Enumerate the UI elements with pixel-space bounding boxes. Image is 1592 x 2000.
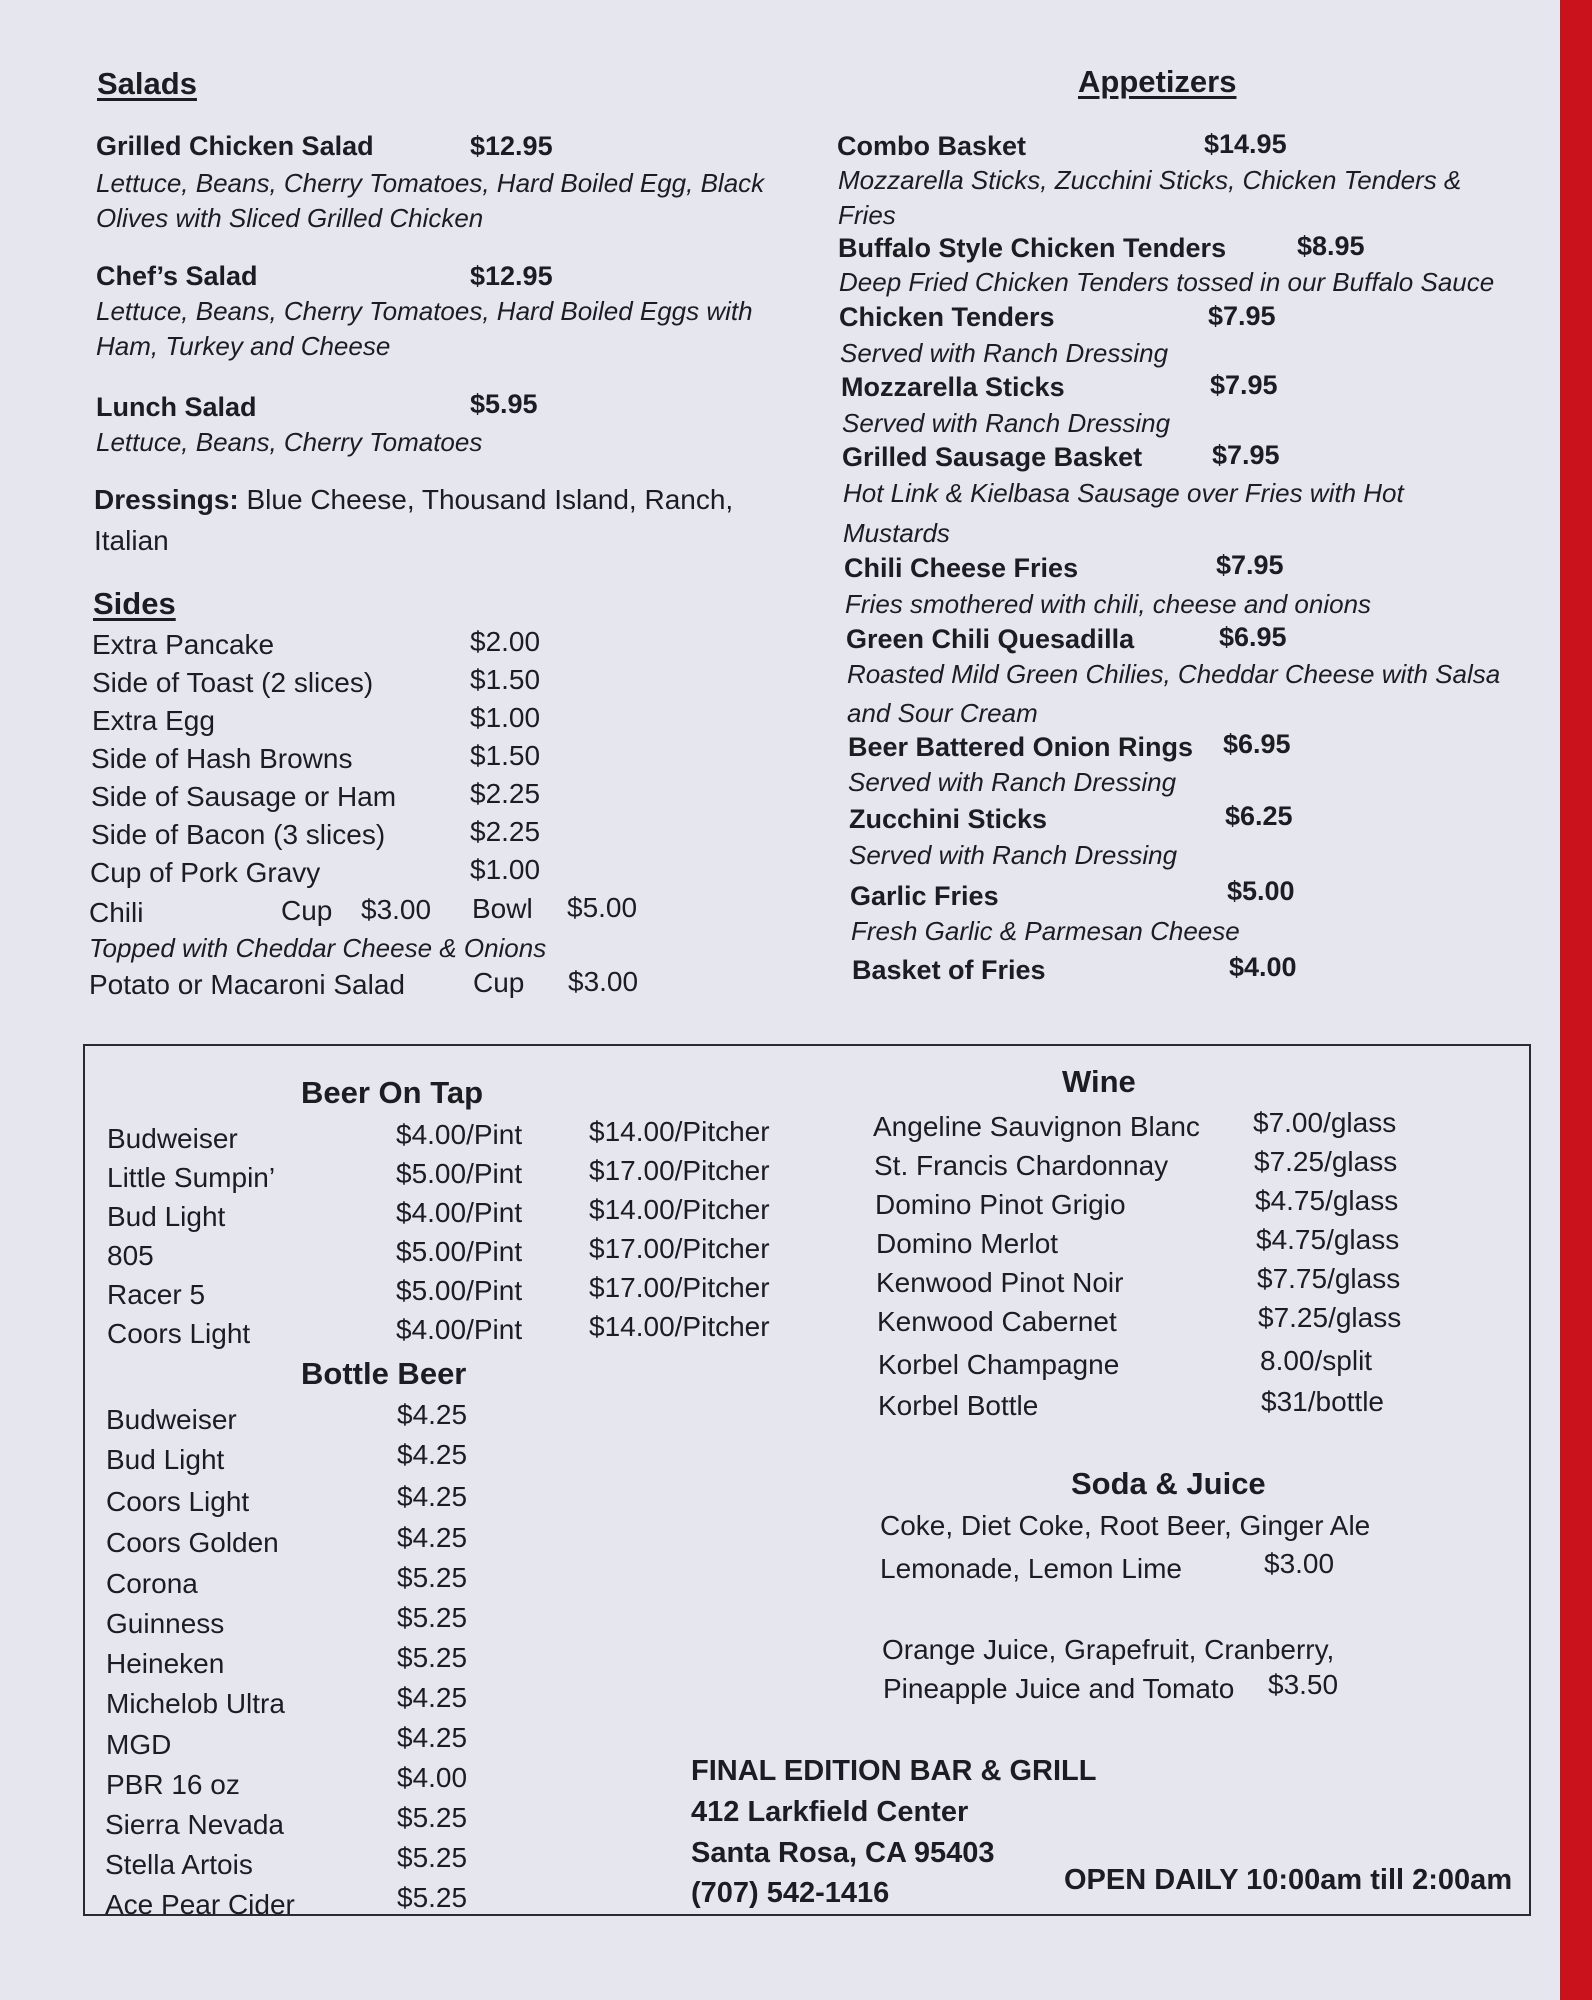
item-price: $7.95 bbox=[1210, 370, 1278, 400]
side-name: Side of Toast (2 slices) bbox=[92, 667, 374, 698]
tap-beer-pitcher: $17.00/Pitcher bbox=[589, 1155, 770, 1186]
item-description: Olives with Sliced Grilled Chicken bbox=[96, 203, 484, 233]
side-price: $2.00 bbox=[470, 626, 541, 657]
tap-beer-pint: $5.00/Pint bbox=[396, 1275, 523, 1306]
dressings-line bbox=[94, 484, 733, 516]
item-description: Mozzarella Sticks, Zucchini Sticks, Chicken Tenders & bbox=[838, 165, 1462, 195]
side-name: Side of Bacon (3 slices) bbox=[91, 819, 386, 850]
dressings-line-2: Italian bbox=[94, 525, 169, 556]
potato-cup-label: Cup bbox=[473, 967, 525, 998]
wine-heading: Wine bbox=[1062, 1064, 1136, 1099]
tap-beer-name: Bud Light bbox=[107, 1201, 226, 1232]
chili-bowl-label: Bowl bbox=[472, 893, 533, 924]
item-price: $6.95 bbox=[1223, 729, 1291, 759]
bottle-beer-price: $5.25 bbox=[397, 1882, 468, 1913]
side-name: Extra Egg bbox=[92, 705, 215, 736]
wine-price: $7.00/glass bbox=[1253, 1107, 1397, 1138]
chili-description: Topped with Cheddar Cheese & Onions bbox=[89, 933, 547, 963]
bottle-beer-name: MGD bbox=[106, 1729, 172, 1760]
item-price: $12.95 bbox=[470, 261, 553, 291]
side-price: $1.50 bbox=[470, 664, 541, 695]
dressings-text: Blue Cheese, Thousand Island, Ranch, bbox=[238, 484, 734, 515]
chili-name: Chili bbox=[89, 897, 144, 928]
tap-beer-pint: $4.00/Pint bbox=[396, 1197, 523, 1228]
bottle-beer-price: $4.00 bbox=[397, 1762, 468, 1793]
item-name: Green Chili Quesadilla bbox=[846, 624, 1135, 654]
wine-name: Korbel Bottle bbox=[878, 1390, 1039, 1421]
item-name: Mozzarella Sticks bbox=[841, 372, 1065, 402]
item-description: Served with Ranch Dressing bbox=[840, 338, 1169, 368]
item-price: $6.25 bbox=[1225, 801, 1293, 831]
bottle-beer-price: $4.25 bbox=[397, 1481, 468, 1512]
tap-beer-pint: $5.00/Pint bbox=[396, 1158, 523, 1189]
item-description: Fries smothered with chili, cheese and onions bbox=[845, 589, 1372, 619]
bottle-beer-price: $5.25 bbox=[397, 1842, 468, 1873]
tap-beer-pitcher: $17.00/Pitcher bbox=[589, 1272, 770, 1303]
tap-beer-pitcher: $17.00/Pitcher bbox=[589, 1233, 770, 1264]
item-description: Served with Ranch Dressing bbox=[842, 408, 1171, 438]
item-name: Garlic Fries bbox=[850, 881, 999, 911]
item-description: Hot Link & Kielbasa Sausage over Fries with Hot bbox=[843, 478, 1404, 508]
chili-bowl-price: $5.00 bbox=[567, 892, 638, 923]
item-name: Grilled Chicken Salad bbox=[96, 131, 374, 161]
tap-beer-name: 805 bbox=[107, 1240, 154, 1271]
soda-price: $3.00 bbox=[1264, 1548, 1335, 1579]
bottle-beer-name: Sierra Nevada bbox=[105, 1809, 284, 1840]
item-name: Combo Basket bbox=[837, 131, 1027, 161]
wine-price: $4.75/glass bbox=[1256, 1224, 1400, 1255]
item-price: $12.95 bbox=[470, 131, 553, 161]
potato-salad-name: Potato or Macaroni Salad bbox=[89, 969, 405, 1000]
tap-beer-pitcher: $14.00/Pitcher bbox=[589, 1311, 770, 1342]
bottle-beer-name: Guinness bbox=[106, 1608, 225, 1639]
wine-price: 8.00/split bbox=[1260, 1345, 1373, 1376]
item-name: Grilled Sausage Basket bbox=[842, 442, 1143, 472]
tap-beer-pitcher: $14.00/Pitcher bbox=[589, 1116, 770, 1147]
soda-line-1: Coke, Diet Coke, Root Beer, Ginger Ale bbox=[880, 1510, 1371, 1541]
wine-name: Domino Merlot bbox=[876, 1228, 1059, 1259]
tap-beer-name: Racer 5 bbox=[107, 1279, 206, 1310]
item-name: Beer Battered Onion Rings bbox=[848, 732, 1194, 762]
juice-line-1: Orange Juice, Grapefruit, Cranberry, bbox=[882, 1634, 1335, 1665]
side-name: Side of Hash Browns bbox=[91, 743, 353, 774]
bottle-beer-price: $5.25 bbox=[397, 1802, 468, 1833]
item-price: $6.95 bbox=[1219, 622, 1287, 652]
bottle-beer-price: $5.25 bbox=[397, 1602, 468, 1633]
side-price: $1.50 bbox=[470, 740, 541, 771]
item-description: Served with Ranch Dressing bbox=[848, 767, 1177, 797]
item-price: $8.95 bbox=[1297, 231, 1365, 261]
item-name: Zucchini Sticks bbox=[849, 804, 1048, 834]
juice-line-2: Pineapple Juice and Tomato bbox=[883, 1673, 1235, 1704]
item-price: $7.95 bbox=[1208, 301, 1276, 331]
restaurant-address-2: Santa Rosa, CA 95403 bbox=[691, 1837, 995, 1869]
item-description: Fresh Garlic & Parmesan Cheese bbox=[851, 916, 1240, 946]
tap-beer-pint: $5.00/Pint bbox=[396, 1236, 523, 1267]
salads-heading: Salads bbox=[97, 66, 197, 101]
bottle-beer-heading: Bottle Beer bbox=[301, 1356, 467, 1391]
item-price: $7.95 bbox=[1212, 440, 1280, 470]
dressings-label: Dressings: bbox=[94, 484, 239, 515]
wine-name: Domino Pinot Grigio bbox=[875, 1189, 1126, 1220]
tap-beer-pitcher: $14.00/Pitcher bbox=[589, 1194, 770, 1225]
tap-beer-pint: $4.00/Pint bbox=[396, 1119, 523, 1150]
item-description: Roasted Mild Green Chilies, Cheddar Cheese with Salsa bbox=[847, 659, 1501, 689]
side-name: Extra Pancake bbox=[92, 629, 275, 660]
wine-name: Kenwood Cabernet bbox=[877, 1306, 1117, 1337]
item-description: Ham, Turkey and Cheese bbox=[96, 331, 391, 361]
potato-cup-price: $3.00 bbox=[568, 966, 639, 997]
side-price: $2.25 bbox=[470, 778, 541, 809]
item-description: Fries bbox=[838, 200, 896, 230]
item-price: $4.00 bbox=[1229, 952, 1297, 982]
bottle-beer-price: $4.25 bbox=[397, 1522, 468, 1553]
wine-name: Kenwood Pinot Noir bbox=[876, 1267, 1124, 1298]
tap-beer-pint: $4.00/Pint bbox=[396, 1314, 523, 1345]
bottle-beer-name: Coors Light bbox=[106, 1486, 250, 1517]
item-price: $5.00 bbox=[1227, 876, 1295, 906]
sides-heading: Sides bbox=[93, 586, 176, 621]
item-name: Chef’s Salad bbox=[96, 261, 258, 291]
bottle-beer-price: $5.25 bbox=[397, 1562, 468, 1593]
chili-cup-price: $3.00 bbox=[361, 894, 432, 925]
item-name: Chicken Tenders bbox=[839, 302, 1055, 332]
side-name: Cup of Pork Gravy bbox=[90, 857, 321, 888]
item-name: Buffalo Style Chicken Tenders bbox=[838, 233, 1227, 263]
tap-beer-name: Coors Light bbox=[107, 1318, 251, 1349]
item-name: Lunch Salad bbox=[96, 392, 257, 422]
restaurant-phone: (707) 542-1416 bbox=[691, 1877, 890, 1909]
bottle-beer-name: Bud Light bbox=[106, 1444, 225, 1475]
bottle-beer-name: Budweiser bbox=[106, 1404, 237, 1435]
item-name: Basket of Fries bbox=[852, 955, 1046, 985]
wine-name: St. Francis Chardonnay bbox=[874, 1150, 1169, 1181]
bottle-beer-price: $4.25 bbox=[397, 1399, 468, 1430]
soda-juice-heading: Soda & Juice bbox=[1071, 1466, 1266, 1501]
side-price: $1.00 bbox=[470, 854, 541, 885]
bottle-beer-name: PBR 16 oz bbox=[106, 1769, 240, 1800]
appetizers-heading: Appetizers bbox=[1078, 64, 1237, 99]
opening-hours: OPEN DAILY 10:00am till 2:00am bbox=[1064, 1864, 1513, 1896]
item-price: $7.95 bbox=[1216, 550, 1284, 580]
beer-on-tap-heading: Beer On Tap bbox=[301, 1075, 484, 1110]
chili-cup-label: Cup bbox=[281, 895, 333, 926]
restaurant-name: FINAL EDITION BAR & GRILL bbox=[691, 1755, 1097, 1787]
bottle-beer-name: Stella Artois bbox=[105, 1849, 253, 1880]
bottle-beer-price: $4.25 bbox=[397, 1439, 468, 1470]
item-description: and Sour Cream bbox=[847, 698, 1038, 728]
wine-name: Angeline Sauvignon Blanc bbox=[873, 1111, 1200, 1142]
wine-name: Korbel Champagne bbox=[878, 1349, 1120, 1380]
item-price: $14.95 bbox=[1204, 129, 1287, 159]
bottle-beer-price: $5.25 bbox=[397, 1642, 468, 1673]
juice-price: $3.50 bbox=[1268, 1669, 1339, 1700]
item-description: Mustards bbox=[843, 518, 950, 548]
item-description: Lettuce, Beans, Cherry Tomatoes, Hard Boiled Egg, Black bbox=[96, 168, 765, 198]
wine-price: $7.75/glass bbox=[1257, 1263, 1401, 1294]
bottle-beer-price: $4.25 bbox=[397, 1722, 468, 1753]
wine-price: $7.25/glass bbox=[1258, 1302, 1402, 1333]
item-price: $5.95 bbox=[470, 389, 538, 419]
side-price: $2.25 bbox=[470, 816, 541, 847]
tap-beer-name: Little Sumpin’ bbox=[107, 1162, 276, 1193]
wine-price: $4.75/glass bbox=[1255, 1185, 1399, 1216]
bottle-beer-name: Ace Pear Cider bbox=[105, 1889, 295, 1920]
item-description: Lettuce, Beans, Cherry Tomatoes bbox=[96, 427, 483, 457]
bottle-beer-name: Coors Golden bbox=[106, 1527, 279, 1558]
restaurant-address-1: 412 Larkfield Center bbox=[691, 1796, 969, 1828]
soda-line-2: Lemonade, Lemon Lime bbox=[880, 1553, 1182, 1584]
side-name: Side of Sausage or Ham bbox=[91, 781, 397, 812]
tap-beer-name: Budweiser bbox=[107, 1123, 238, 1154]
wine-price: $7.25/glass bbox=[1254, 1146, 1398, 1177]
bottle-beer-name: Heineken bbox=[106, 1648, 225, 1679]
item-description: Deep Fried Chicken Tenders tossed in our Buffalo Sauce bbox=[839, 267, 1495, 297]
bottle-beer-price: $4.25 bbox=[397, 1682, 468, 1713]
item-description: Served with Ranch Dressing bbox=[849, 840, 1178, 870]
bottle-beer-name: Corona bbox=[106, 1568, 198, 1599]
wine-price: $31/bottle bbox=[1261, 1386, 1384, 1417]
item-description: Lettuce, Beans, Cherry Tomatoes, Hard Boiled Eggs with bbox=[96, 296, 753, 326]
side-price: $1.00 bbox=[470, 702, 541, 733]
item-name: Chili Cheese Fries bbox=[844, 553, 1079, 583]
bottle-beer-name: Michelob Ultra bbox=[106, 1688, 285, 1719]
